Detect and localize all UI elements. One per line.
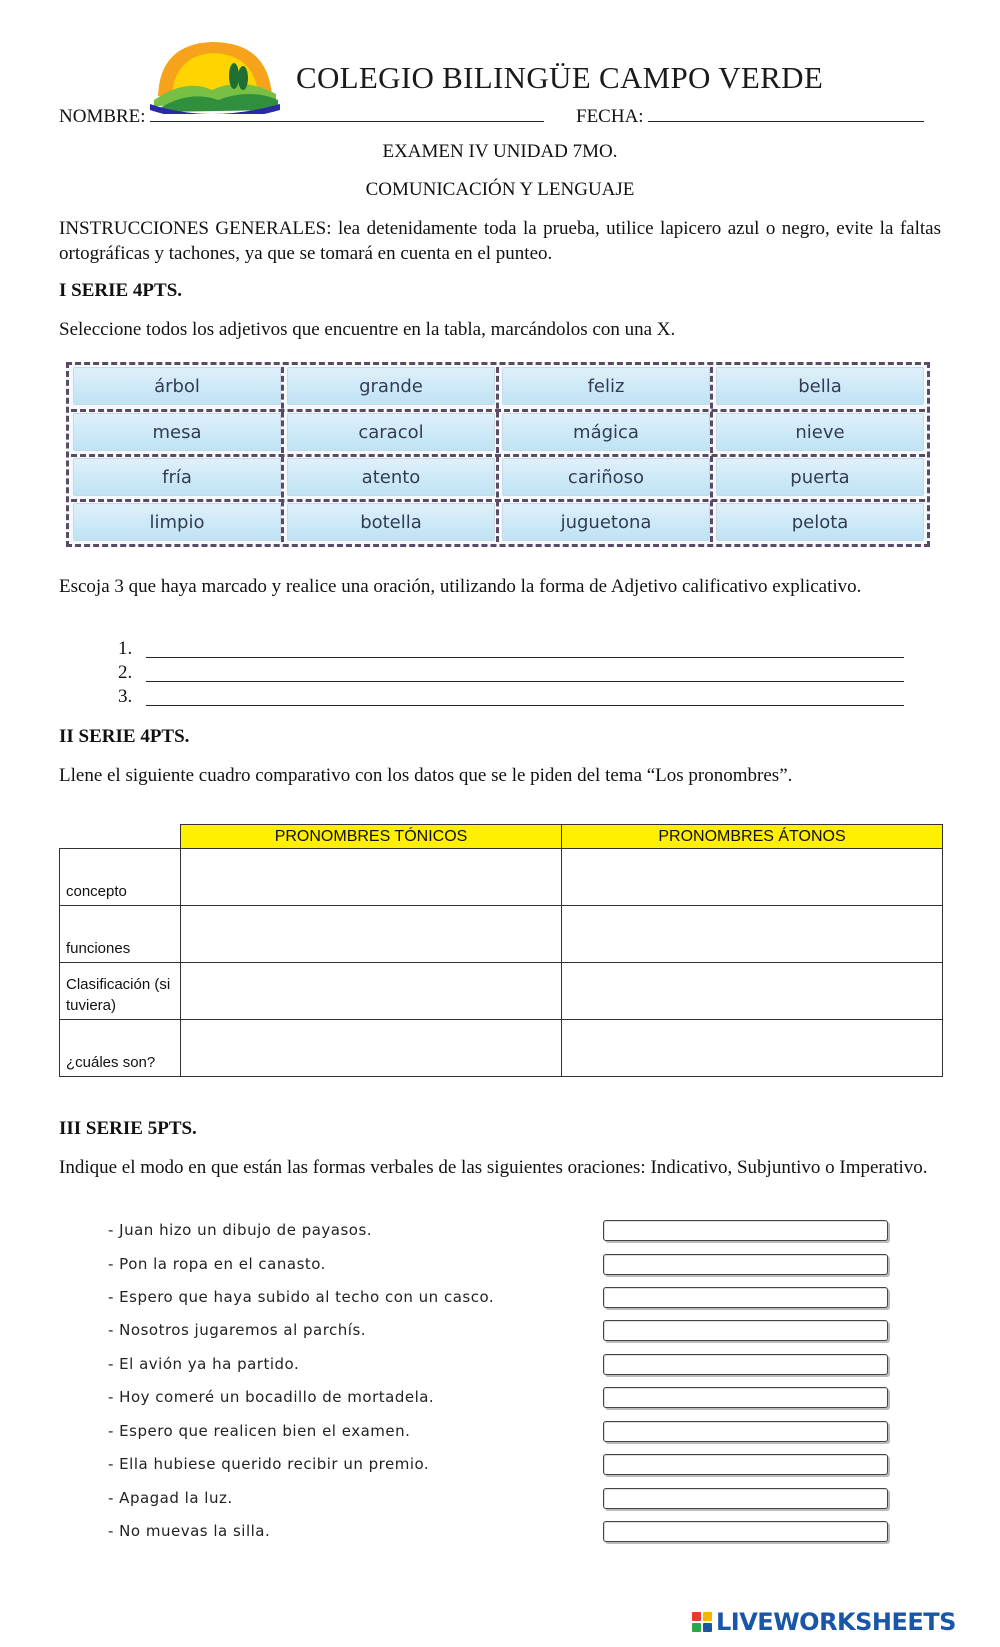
column-header-tonicos: PRONOMBRES TÓNICOS <box>181 825 562 849</box>
verb-sentence: - Ella hubiese querido recibir un premio. <box>108 1455 430 1473</box>
mode-answer-box[interactable] <box>603 1387 888 1408</box>
row-label-funciones: funciones <box>60 906 181 963</box>
word-cell[interactable]: juguetona <box>502 503 710 541</box>
nombre-field[interactable] <box>150 103 544 122</box>
serie-2-prompt: Llene el siguiente cuadro comparativo con los datos que se le piden del tema “Los pronombres”. <box>59 765 793 786</box>
exam-title: EXAMEN IV UNIDAD 7MO. <box>382 141 618 162</box>
word-cell[interactable]: pelota <box>716 503 924 541</box>
pronouns-table <box>59 824 943 1077</box>
brand-blocks-icon <box>692 1612 712 1632</box>
verb-sentence: - Hoy comeré un bocadillo de mortadela. <box>108 1388 435 1406</box>
serie-3-prompt: Indique el modo en que están las formas verbales de las siguientes oraciones: Indicativo, Subjuntivo o Imperativo. <box>59 1157 928 1178</box>
answer-cell[interactable] <box>562 906 943 963</box>
mode-answer-box[interactable] <box>603 1521 888 1542</box>
verb-sentence: - Nosotros jugaremos al parchís. <box>108 1321 367 1339</box>
sentence-line-2[interactable] <box>146 681 904 682</box>
answer-cell[interactable] <box>181 906 562 963</box>
brand-name: LIVEWORKSHEETS <box>716 1608 956 1636</box>
serie-1-prompt: Seleccione todos los adjetivos que encuentre en la tabla, marcándolos con una X. <box>59 319 676 340</box>
word-cell[interactable]: limpio <box>73 503 281 541</box>
verb-sentence: - Pon la ropa en el canasto. <box>108 1255 326 1273</box>
word-cell[interactable]: caracol <box>287 413 495 451</box>
answer-cell[interactable] <box>562 963 943 1020</box>
word-cell[interactable]: mágica <box>502 413 710 451</box>
nombre-label: NOMBRE: <box>59 106 146 127</box>
row-label-concepto: concepto <box>60 849 181 906</box>
sentence-number: 1. <box>118 638 133 659</box>
column-header-atonos: PRONOMBRES ÁTONOS <box>562 825 943 849</box>
mode-answer-box[interactable] <box>603 1287 888 1308</box>
verb-sentence: - Juan hizo un dibujo de payasos. <box>108 1221 373 1239</box>
subject-title: COMUNICACIÓN Y LENGUAJE <box>365 179 635 200</box>
mode-answer-box[interactable] <box>603 1454 888 1475</box>
word-cell[interactable]: cariñoso <box>502 458 710 496</box>
word-cell[interactable]: nieve <box>716 413 924 451</box>
row-label-cuales-son: ¿cuáles son? <box>60 1020 181 1077</box>
adjective-grid <box>66 362 930 547</box>
liveworksheets-logo <box>692 1605 956 1639</box>
sentence-line-3[interactable] <box>146 705 904 706</box>
word-cell[interactable]: botella <box>287 503 495 541</box>
word-cell[interactable]: mesa <box>73 413 281 451</box>
serie-3-heading: III SERIE 5PTS. <box>59 1118 197 1139</box>
answer-cell[interactable] <box>181 849 562 906</box>
sentence-number: 2. <box>118 662 133 683</box>
mode-answer-box[interactable] <box>603 1488 888 1509</box>
mode-answer-box[interactable] <box>603 1220 888 1241</box>
row-label-clasificacion: Clasificación (si tuviera) <box>60 963 181 1020</box>
word-cell[interactable]: atento <box>287 458 495 496</box>
fecha-label: FECHA: <box>576 106 644 127</box>
verb-sentence: - Espero que haya subido al techo con un casco. <box>108 1288 495 1306</box>
mode-answer-box[interactable] <box>603 1320 888 1341</box>
sentence-number: 3. <box>118 686 133 707</box>
verb-sentence: - Apagad la luz. <box>108 1489 233 1507</box>
sentence-line-1[interactable] <box>146 657 904 658</box>
general-instructions: INSTRUCCIONES GENERALES: lea detenidamente toda la prueba, utilice lapicero azul o negro, evite la faltas ortográficas y tachones, ya que se tomará en cuenta en el punteo. <box>59 218 941 264</box>
word-cell[interactable]: fría <box>73 458 281 496</box>
serie-2-heading: II SERIE 4PTS. <box>59 726 190 747</box>
word-cell[interactable]: grande <box>287 367 495 405</box>
verb-sentence: - El avión ya ha partido. <box>108 1355 300 1373</box>
table-corner <box>60 825 181 849</box>
word-cell[interactable]: feliz <box>502 367 710 405</box>
serie-1-heading: I SERIE 4PTS. <box>59 280 183 301</box>
fecha-row <box>576 103 924 128</box>
nombre-row <box>59 103 544 128</box>
answer-cell[interactable] <box>181 1020 562 1077</box>
fecha-field[interactable] <box>648 103 924 122</box>
answer-cell[interactable] <box>562 849 943 906</box>
mode-answer-box[interactable] <box>603 1354 888 1375</box>
verb-sentence: - Espero que realicen bien el examen. <box>108 1422 411 1440</box>
word-cell[interactable]: puerta <box>716 458 924 496</box>
word-cell[interactable]: bella <box>716 367 924 405</box>
school-name: COLEGIO BILINGÜE CAMPO VERDE <box>296 60 824 95</box>
sentence-prompt: Escoja 3 que haya marcado y realice una oración, utilizando la forma de Adjetivo calificativo explicativo. <box>59 576 862 597</box>
mode-answer-box[interactable] <box>603 1421 888 1442</box>
mode-answer-box[interactable] <box>603 1254 888 1275</box>
word-cell[interactable]: árbol <box>73 367 281 405</box>
answer-cell[interactable] <box>181 963 562 1020</box>
answer-cell[interactable] <box>562 1020 943 1077</box>
verb-sentence: - No muevas la silla. <box>108 1522 271 1540</box>
